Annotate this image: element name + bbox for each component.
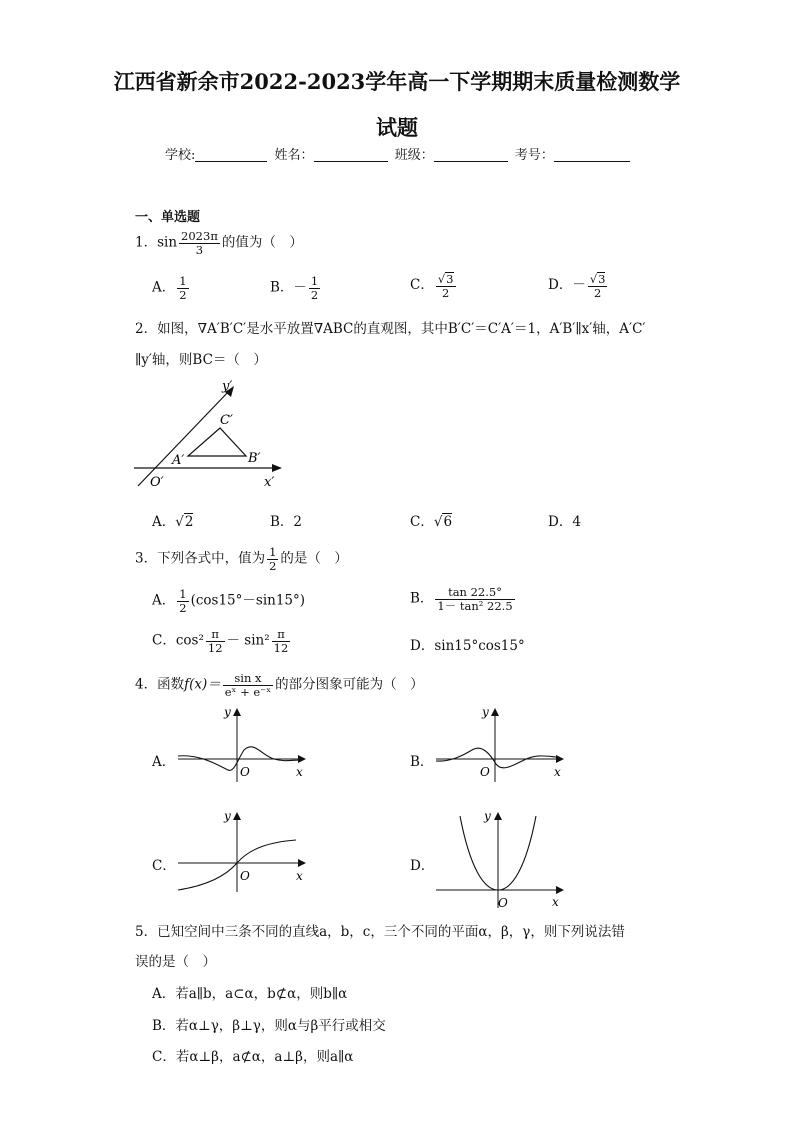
svg-text:O: O	[480, 765, 490, 779]
name-label: 姓名：	[274, 148, 314, 163]
label-y: y′	[222, 379, 233, 394]
svg-text:x: x	[296, 765, 303, 779]
q2-option-d[interactable]: D．4	[548, 514, 581, 530]
label-o: O′	[150, 475, 164, 490]
q3-option-a[interactable]: A． $\frac{1}{2}$ (cos15°－sin15°)	[152, 587, 306, 615]
student-info-row	[165, 144, 633, 163]
q4-option-d[interactable]: D．	[410, 858, 435, 874]
svg-text:y: y	[224, 705, 231, 719]
exam-no-blank[interactable]	[554, 147, 630, 162]
title-line-2: 试题	[376, 115, 418, 140]
question-4: 4．函数f(x)＝ $\frac{\text{sin x}}{\text{eˣ + e⁻ˣ}}$ 的部分图象可能为（ ）	[135, 671, 424, 699]
question-5-line-2: 误的是（ ）	[135, 954, 216, 970]
q4-graph-c	[174, 808, 314, 894]
q4-graph-b	[432, 704, 572, 784]
svg-text:x: x	[552, 895, 559, 909]
q4-option-a[interactable]: A．	[152, 754, 176, 770]
q2-figure	[130, 376, 290, 492]
exam-no-label: 考号：	[514, 148, 554, 163]
svg-text:x: x	[296, 869, 303, 883]
label-b: B′	[248, 451, 261, 466]
q1-option-b[interactable]: B．－ $\frac{1}{2}$	[270, 274, 319, 302]
class-label: 班级：	[394, 148, 434, 163]
q1-option-c[interactable]: C． $\frac{√3}{2}$	[410, 272, 454, 300]
label-x: x′	[264, 475, 275, 490]
q4-graph-d	[432, 808, 572, 910]
svg-text:x: x	[554, 765, 561, 779]
q3-option-d[interactable]: D．sin15°cos15°	[410, 638, 525, 654]
q5-option-a[interactable]: A．若a∥b，a⊂α，b⊄α，则b∥α	[152, 986, 348, 1002]
q4-option-c[interactable]: C．	[152, 858, 176, 874]
x-axis-arrow	[272, 464, 282, 472]
question-3: 3．下列各式中，值为 $\frac{1}{2}$ 的是（ ）	[135, 545, 348, 573]
q2-option-b[interactable]: B．2	[270, 514, 303, 530]
q4-graph-a	[174, 704, 314, 784]
q5-option-b[interactable]: B．若α⊥γ，β⊥γ，则α与β平行或相交	[152, 1018, 386, 1034]
section-heading: 一、单选题	[135, 210, 201, 225]
q1-option-a[interactable]: A． $\frac{1}{2}$	[152, 274, 187, 302]
svg-text:O: O	[240, 869, 250, 883]
question-2-line-1: 2．如图，∇A′B′C′是水平放置∇ABC的直观图，其中B′C′＝C′A′＝1，A′B′∥x′轴，A′C′	[135, 321, 646, 337]
question-2-line-2: ∥y′轴，则BC＝（ ）	[135, 352, 267, 368]
svg-text:O: O	[498, 896, 508, 910]
q1-option-d[interactable]: D．－ $\frac{√3}{2}$	[548, 272, 606, 300]
title-line-1: 江西省新余市2022-2023学年高一下学期期末质量检测数学	[113, 69, 681, 94]
q5-option-c[interactable]: C．若α⊥β，a⊄α，a⊥β，则a∥α	[152, 1049, 354, 1065]
svg-text:y: y	[224, 809, 231, 823]
name-blank[interactable]	[314, 147, 388, 162]
q2-option-a[interactable]: A．√2	[152, 514, 194, 530]
label-c: C′	[220, 413, 233, 428]
curve-b	[436, 748, 556, 768]
svg-text:y: y	[484, 809, 491, 823]
school-label: 学校:	[165, 148, 196, 163]
label-a: A′	[172, 453, 185, 468]
triangle	[188, 428, 246, 456]
question-tail: 的值为（ ）	[221, 234, 303, 251]
q3-option-b[interactable]: B． $\frac{\tan 22.5^\circ}{\text{1－ tan² 22.5}}$	[410, 585, 513, 613]
question-number: 1．	[135, 234, 158, 251]
q2-option-c[interactable]: C．√6	[410, 514, 453, 530]
q4-option-b[interactable]: B．	[410, 754, 434, 770]
svg-text:y: y	[482, 705, 489, 719]
school-blank[interactable]	[195, 147, 267, 162]
question-1	[135, 230, 303, 256]
sin-text: sin	[157, 234, 178, 251]
y-axis	[138, 390, 230, 486]
question-5-line-1: 5．已知空间中三条不同的直线a，b，c，三个不同的平面α，β，γ，则下列说法错	[135, 924, 625, 940]
svg-text:O: O	[240, 765, 250, 779]
class-blank[interactable]	[434, 147, 508, 162]
q3-option-c[interactable]: C．cos² $\frac{\pi}{12}$ － sin² $\frac{\pi}{12}$	[152, 627, 289, 655]
fraction: $\frac{2023\pi}{3}$	[181, 229, 218, 257]
